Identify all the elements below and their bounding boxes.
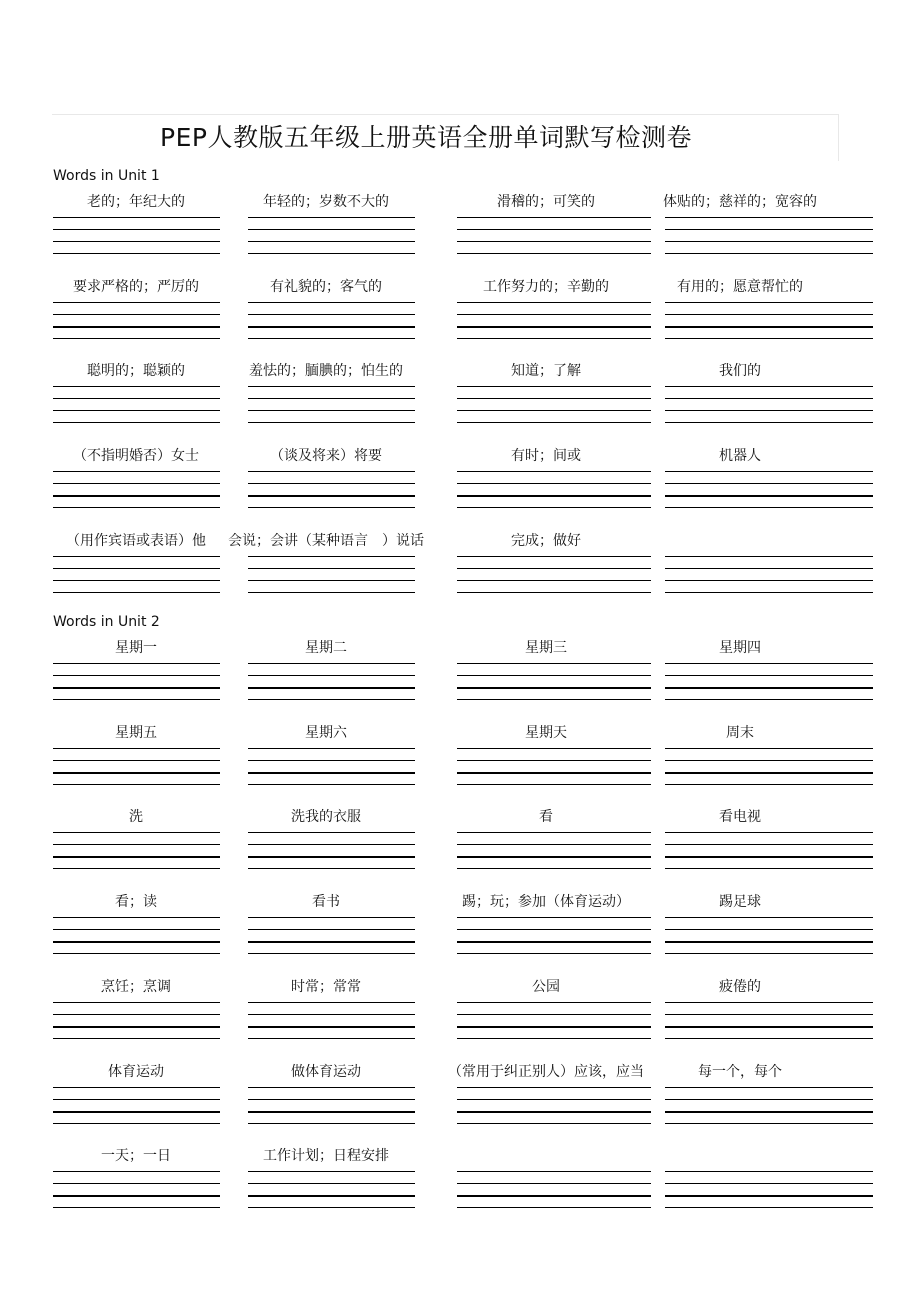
answer-line[interactable] [457, 929, 651, 930]
answer-line[interactable] [53, 495, 220, 497]
answer-line[interactable] [248, 338, 415, 339]
word-prompt: （谈及将来）将要 [270, 448, 382, 465]
word-prompt: 洗我的衣服 [291, 809, 361, 826]
answer-line[interactable] [665, 556, 873, 557]
answer-line[interactable] [53, 687, 220, 689]
answer-line[interactable] [248, 314, 415, 315]
answer-line[interactable] [457, 471, 651, 472]
answer-line[interactable] [457, 410, 651, 411]
answer-line[interactable] [457, 917, 651, 918]
answer-line[interactable] [53, 1207, 220, 1208]
answer-line[interactable] [248, 1038, 415, 1039]
answer-line[interactable] [53, 302, 220, 303]
answer-line[interactable] [457, 483, 651, 484]
answer-line[interactable] [248, 1026, 415, 1028]
word-prompt: 我们的 [719, 363, 761, 380]
answer-line[interactable] [53, 844, 220, 845]
answer-line[interactable] [457, 1002, 651, 1003]
answer-line[interactable] [665, 1195, 873, 1197]
answer-line[interactable] [665, 1123, 873, 1124]
answer-line[interactable] [53, 941, 220, 943]
answer-line[interactable] [248, 568, 415, 569]
answer-line[interactable] [457, 1014, 651, 1015]
answer-line[interactable] [457, 844, 651, 845]
answer-line[interactable] [665, 1111, 873, 1113]
answer-line[interactable] [53, 832, 220, 833]
answer-line[interactable] [248, 422, 415, 423]
word-prompt: 星期一 [115, 640, 157, 656]
answer-line[interactable] [665, 772, 873, 774]
answer-line[interactable] [53, 241, 220, 242]
answer-line[interactable] [53, 338, 220, 339]
answer-line[interactable] [53, 471, 220, 472]
answer-line[interactable] [53, 314, 220, 315]
answer-line[interactable] [53, 1087, 220, 1088]
word-prompt: 星期三 [525, 640, 567, 656]
answer-line[interactable] [53, 760, 220, 761]
answer-line[interactable] [53, 253, 220, 254]
answer-line[interactable] [665, 302, 873, 303]
word-prompt: 有礼貌的；客气的 [270, 278, 382, 295]
answer-line[interactable] [53, 663, 220, 664]
answer-line[interactable] [248, 580, 415, 581]
answer-line[interactable] [457, 338, 651, 339]
answer-line[interactable] [457, 217, 651, 218]
answer-line[interactable] [665, 1183, 873, 1184]
answer-line[interactable] [665, 953, 873, 954]
answer-line[interactable] [53, 675, 220, 676]
answer-line[interactable] [457, 314, 651, 315]
answer-line[interactable] [53, 217, 220, 218]
word-prompt: 烹饪；烹调 [101, 978, 171, 995]
answer-line[interactable] [457, 748, 651, 749]
answer-line[interactable] [248, 217, 415, 218]
answer-line[interactable] [248, 663, 415, 664]
answer-line[interactable] [665, 663, 873, 664]
answer-line[interactable] [457, 495, 651, 497]
word-prompt: 星期天 [525, 724, 567, 741]
answer-line[interactable] [665, 917, 873, 918]
answer-line[interactable] [457, 422, 651, 423]
answer-line[interactable] [665, 217, 873, 218]
answer-line[interactable] [665, 253, 873, 254]
answer-line[interactable] [457, 1111, 651, 1113]
answer-line[interactable] [457, 253, 651, 254]
answer-line[interactable] [53, 1099, 220, 1100]
answer-line[interactable] [248, 495, 415, 497]
answer-line[interactable] [248, 760, 415, 761]
answer-line[interactable] [53, 483, 220, 484]
answer-line[interactable] [53, 1195, 220, 1197]
answer-line[interactable] [248, 592, 415, 593]
answer-line[interactable] [457, 784, 651, 785]
answer-line[interactable] [248, 832, 415, 833]
answer-line[interactable] [665, 386, 873, 387]
answer-line[interactable] [457, 556, 651, 557]
answer-line[interactable] [248, 483, 415, 484]
answer-line[interactable] [665, 868, 873, 869]
answer-line[interactable] [53, 568, 220, 569]
answer-line[interactable] [248, 326, 415, 328]
answer-line[interactable] [457, 1183, 651, 1184]
word-prompt: 时常；常常 [291, 978, 361, 995]
answer-line[interactable] [457, 580, 651, 581]
answer-line[interactable] [248, 1087, 415, 1088]
word-prompt: 工作努力的；辛勤的 [483, 278, 609, 295]
answer-line[interactable] [248, 1207, 415, 1208]
answer-line[interactable] [665, 1099, 873, 1100]
answer-line[interactable] [665, 241, 873, 242]
answer-line[interactable] [457, 1123, 651, 1124]
word-prompt: 年轻的；岁数不大的 [263, 194, 389, 210]
answer-line[interactable] [53, 1026, 220, 1028]
answer-line[interactable] [665, 1026, 873, 1028]
answer-line[interactable] [53, 592, 220, 593]
word-prompt: 星期四 [719, 640, 761, 656]
answer-line[interactable] [665, 568, 873, 569]
answer-line[interactable] [665, 410, 873, 411]
word-prompt: 星期五 [115, 724, 157, 741]
answer-line[interactable] [248, 772, 415, 774]
answer-line[interactable] [53, 1014, 220, 1015]
word-prompt: 看书 [312, 894, 340, 911]
answer-line[interactable] [457, 507, 651, 508]
answer-line[interactable] [248, 675, 415, 676]
answer-line[interactable] [53, 507, 220, 508]
word-prompt: 踢；玩；参加（体育运动） [462, 894, 630, 911]
answer-line[interactable] [665, 784, 873, 785]
answer-line[interactable] [248, 868, 415, 869]
answer-line[interactable] [457, 856, 651, 858]
word-prompt: 每一个，每个 [698, 1063, 782, 1080]
word-prompt: （不指明婚否）女士 [73, 448, 199, 465]
answer-line[interactable] [53, 868, 220, 869]
answer-line[interactable] [457, 1038, 651, 1039]
answer-line[interactable] [457, 941, 651, 943]
answer-line[interactable] [53, 929, 220, 930]
answer-line[interactable] [248, 386, 415, 387]
answer-line[interactable] [457, 1087, 651, 1088]
word-prompt: （用作宾语或表语）他 [66, 532, 206, 549]
answer-line[interactable] [248, 917, 415, 918]
word-prompt: 知道；了解 [511, 363, 581, 380]
word-prompt: （常用于纠正别人）应该，应当 [448, 1063, 644, 1080]
answer-line[interactable] [665, 929, 873, 930]
answer-line[interactable] [248, 929, 415, 930]
answer-line[interactable] [457, 1099, 651, 1100]
word-prompt: 体贴的；慈祥的；宽容的 [663, 194, 817, 210]
answer-line[interactable] [53, 1038, 220, 1039]
answer-line[interactable] [665, 422, 873, 423]
answer-line[interactable] [457, 302, 651, 303]
answer-line[interactable] [248, 1171, 415, 1172]
answer-line[interactable] [665, 1002, 873, 1003]
word-prompt: 看 [539, 809, 553, 826]
answer-line[interactable] [248, 507, 415, 508]
answer-line[interactable] [457, 568, 651, 569]
answer-line[interactable] [248, 229, 415, 230]
answer-line[interactable] [665, 760, 873, 761]
answer-line[interactable] [248, 748, 415, 749]
answer-line[interactable] [53, 422, 220, 423]
answer-line[interactable] [53, 410, 220, 411]
answer-line[interactable] [665, 941, 873, 943]
answer-line[interactable] [248, 953, 415, 954]
word-prompt: 体育运动 [108, 1063, 164, 1080]
answer-line[interactable] [665, 398, 873, 399]
answer-line[interactable] [53, 1002, 220, 1003]
answer-line[interactable] [457, 675, 651, 676]
answer-line[interactable] [248, 1099, 415, 1100]
answer-line[interactable] [665, 1087, 873, 1088]
word-prompt: 老的；年纪大的 [87, 194, 185, 210]
answer-line[interactable] [665, 580, 873, 581]
answer-line[interactable] [53, 398, 220, 399]
answer-line[interactable] [457, 832, 651, 833]
answer-line[interactable] [248, 941, 415, 943]
answer-line[interactable] [248, 471, 415, 472]
answer-line[interactable] [457, 229, 651, 230]
word-prompt: 滑稽的；可笑的 [497, 194, 595, 210]
answer-line[interactable] [53, 556, 220, 557]
answer-line[interactable] [457, 241, 651, 242]
answer-line[interactable] [53, 699, 220, 700]
answer-line[interactable] [53, 784, 220, 785]
answer-line[interactable] [457, 398, 651, 399]
answer-line[interactable] [457, 1195, 651, 1197]
answer-line[interactable] [248, 410, 415, 411]
answer-line[interactable] [248, 1183, 415, 1184]
answer-line[interactable] [53, 748, 220, 749]
answer-line[interactable] [665, 338, 873, 339]
word-prompt: 做体育运动 [291, 1063, 361, 1080]
answer-line[interactable] [248, 241, 415, 242]
answer-line[interactable] [248, 1195, 415, 1197]
answer-line[interactable] [248, 302, 415, 303]
answer-line[interactable] [248, 1014, 415, 1015]
answer-line[interactable] [53, 326, 220, 328]
answer-line[interactable] [248, 1123, 415, 1124]
answer-line[interactable] [665, 675, 873, 676]
word-prompt: 工作计划；日程安排 [263, 1148, 389, 1165]
word-prompt: 看；读 [115, 894, 157, 911]
answer-line[interactable] [665, 592, 873, 593]
answer-line[interactable] [665, 1038, 873, 1039]
answer-line[interactable] [248, 1002, 415, 1003]
answer-line[interactable] [665, 748, 873, 749]
word-prompt: 星期二 [305, 640, 347, 656]
answer-line[interactable] [457, 953, 651, 954]
answer-line[interactable] [457, 1171, 651, 1172]
word-prompt: 周末 [726, 724, 754, 741]
answer-line[interactable] [665, 1014, 873, 1015]
word-prompt: 看电视 [719, 809, 761, 826]
answer-line[interactable] [53, 1111, 220, 1113]
answer-line[interactable] [665, 856, 873, 858]
answer-line[interactable] [248, 856, 415, 858]
answer-line[interactable] [457, 663, 651, 664]
answer-line[interactable] [248, 1111, 415, 1113]
word-prompt: 星期六 [305, 724, 347, 741]
answer-line[interactable] [665, 495, 873, 497]
answer-line[interactable] [53, 772, 220, 774]
answer-line[interactable] [248, 784, 415, 785]
answer-line[interactable] [457, 386, 651, 387]
answer-line[interactable] [457, 1026, 651, 1028]
answer-line[interactable] [457, 1207, 651, 1208]
word-prompt: 公园 [532, 978, 560, 995]
answer-line[interactable] [248, 687, 415, 689]
word-prompt: 踢足球 [719, 894, 761, 911]
section-heading: Words in Unit 2 [53, 614, 160, 630]
word-prompt: 有用的；愿意帮忙的 [677, 278, 803, 295]
answer-line[interactable] [457, 326, 651, 328]
answer-line[interactable] [457, 772, 651, 774]
page-title: PEP人教版五年级上册英语全册单词默写检测卷 [160, 123, 692, 152]
answer-line[interactable] [248, 844, 415, 845]
answer-line[interactable] [665, 844, 873, 845]
answer-line[interactable] [248, 556, 415, 557]
word-prompt: 一天；一日 [101, 1148, 171, 1165]
answer-line[interactable] [53, 953, 220, 954]
word-prompt: 疲倦的 [719, 978, 761, 995]
answer-line[interactable] [665, 314, 873, 315]
answer-line[interactable] [53, 229, 220, 230]
word-prompt: 要求严格的；严厉的 [73, 278, 199, 295]
answer-line[interactable] [53, 1171, 220, 1172]
section-heading: Words in Unit 1 [53, 168, 160, 184]
answer-line[interactable] [665, 326, 873, 328]
word-prompt: 有时；间或 [511, 448, 581, 465]
word-prompt: 聪明的；聪颖的 [87, 363, 185, 380]
answer-line[interactable] [665, 1207, 873, 1208]
answer-line[interactable] [53, 580, 220, 581]
answer-line[interactable] [457, 592, 651, 593]
word-prompt: 洗 [129, 809, 143, 826]
answer-line[interactable] [457, 699, 651, 700]
answer-line[interactable] [665, 229, 873, 230]
word-prompt: 羞怯的；腼腆的；怕生的 [249, 363, 403, 380]
answer-line[interactable] [665, 483, 873, 484]
answer-line[interactable] [665, 1171, 873, 1172]
answer-line[interactable] [53, 1123, 220, 1124]
answer-line[interactable] [665, 687, 873, 689]
answer-line[interactable] [457, 760, 651, 761]
answer-line[interactable] [248, 398, 415, 399]
answer-line[interactable] [248, 699, 415, 700]
answer-line[interactable] [665, 471, 873, 472]
answer-line[interactable] [665, 507, 873, 508]
answer-line[interactable] [665, 832, 873, 833]
word-prompt: 机器人 [719, 448, 761, 465]
word-prompt: 会说；会讲（某种语言 ）说话 [228, 532, 424, 549]
answer-line[interactable] [457, 687, 651, 689]
word-prompt: 完成；做好 [511, 532, 581, 549]
answer-line[interactable] [53, 856, 220, 858]
answer-line[interactable] [53, 917, 220, 918]
answer-line[interactable] [248, 253, 415, 254]
answer-line[interactable] [53, 386, 220, 387]
answer-line[interactable] [665, 699, 873, 700]
answer-line[interactable] [53, 1183, 220, 1184]
answer-line[interactable] [457, 868, 651, 869]
